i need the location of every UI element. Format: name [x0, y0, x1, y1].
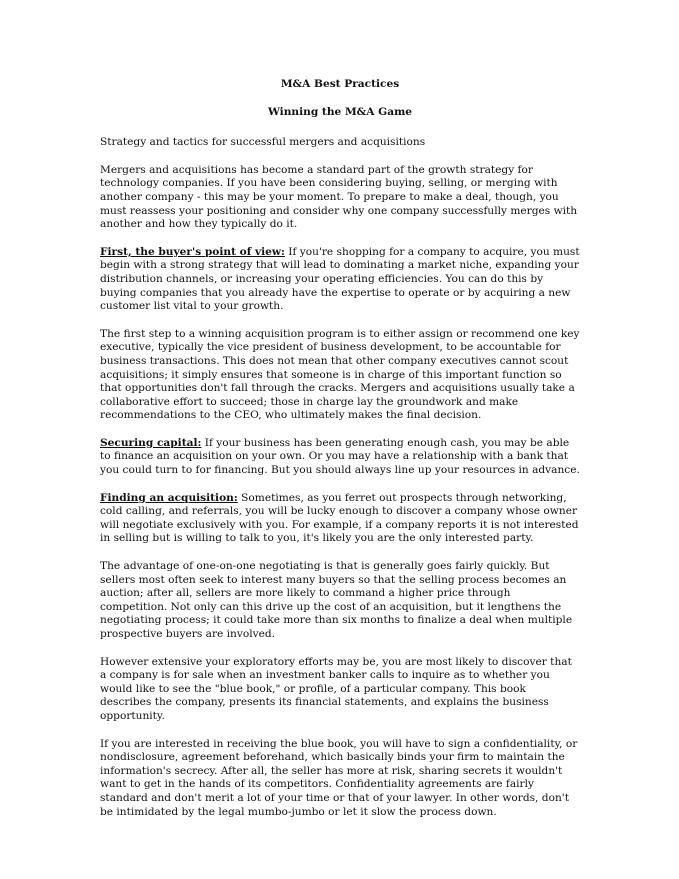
paragraph-text: If you are interested in receiving the blue book, you will have to sign a confidentiality, or nondisclosure, agreement beforehand, which basically binds your firm to maintain the information's secrecy. After all, the seller has more at risk, sharing secrets it wouldn't want to get in the hands of its competitors. Confidentiality agreements are fairly standard and don't merit a lot of your time or that of your lawyer. In other words, don't be intimidated by the legal mumbo-jumbo or let it slow the process down.	[100, 737, 578, 818]
paragraph-text: The first step to a winning acquisition program is to either assign or recommend one key executive, typically the vice president of business development, to be accountable for business transactions. This does not mean that other company executives cannot scout acquisitions; it simply ensures that someone is in charge of this important function so that opportunities don't fall through the cracks. Mergers and acquisitions usually take a collaborative effort to succeed; those in charge lay the groundwork and make recommendations to the CEO, who ultimately makes the final decision.	[100, 327, 580, 422]
paragraph-text: However extensive your exploratory efforts may be, you are most likely to discover that a company is for sale when an investment banker calls to inquire as to whether you would like to see the "blue book," or profile, of a particular company. This book describes the company, presents its financial statements, and explains the business opportunity.	[100, 655, 572, 722]
paragraph-securing-capital	[100, 437, 580, 478]
paragraph-buyers-view	[100, 246, 580, 314]
paragraph-text: Sometimes, as you ferret out prospects through networking, cold calling, and referrals, you will be lucky enough to discover a company whose owner will negotiate exclusively with you. For example, if a company reports it is not interested in selling but is willing to talk to you, it's likely you are the only interested party.	[100, 491, 579, 545]
section-lead-securing-capital: Securing capital:	[100, 436, 202, 449]
paragraph-finding-acquisition	[100, 492, 580, 546]
document-title: M&A Best Practices	[280, 78, 400, 90]
document-body	[100, 78, 580, 833]
paragraph-text: If your business has been generating enough cash, you may be able to finance an acquisition on your own. Or you may have a relationship with a bank that you could turn to for financing. But you should always line up your resources in advance.	[100, 436, 580, 477]
paragraph-text: Mergers and acquisitions has become a standard part of the growth strategy for technology companies. If you have been considering buying, selling, or merging with another company - this may be your moment. To prepare to make a deal, though, you must reassess your positioning and consider why one company successfully merges with another and how they typically do it.	[100, 163, 578, 231]
paragraph-confidentiality	[100, 738, 580, 820]
document-tagline: Strategy and tactics for successful mergers and acquisitions	[100, 136, 426, 149]
paragraph-intro	[100, 164, 580, 232]
section-lead-finding-acquisition: Finding an acquisition:	[100, 491, 238, 504]
paragraph-text: If you're shopping for a company to acquire, you must begin with a strong strategy that will lead to dominating a market niche, expanding your distribution channels, or increasing your operating efficiencies. You can do this by buying companies that you already have the expertise to operate or by acquiring a new customer list vital to your growth.	[100, 245, 580, 313]
paragraph-blue-book	[100, 656, 580, 724]
paragraph-text: The advantage of one-on-one negotiating is that is generally goes fairly quickly. But sellers most often seek to interest many buyers so that the selling process becomes an auction; after all, sellers are more likely to command a higher price through competition. Not only can this drive up the cost of an acquisition, but it lengthens the negotiating process; it could take more than six months to finalize a deal when multiple prospective buyers are involved.	[100, 560, 573, 640]
paragraph-one-on-one	[100, 560, 580, 642]
paragraph-acquisition-program	[100, 328, 580, 423]
document-subtitle: Winning the M&A Game	[267, 105, 413, 118]
section-lead-buyers-view: First, the buyer's point of view:	[100, 245, 285, 258]
